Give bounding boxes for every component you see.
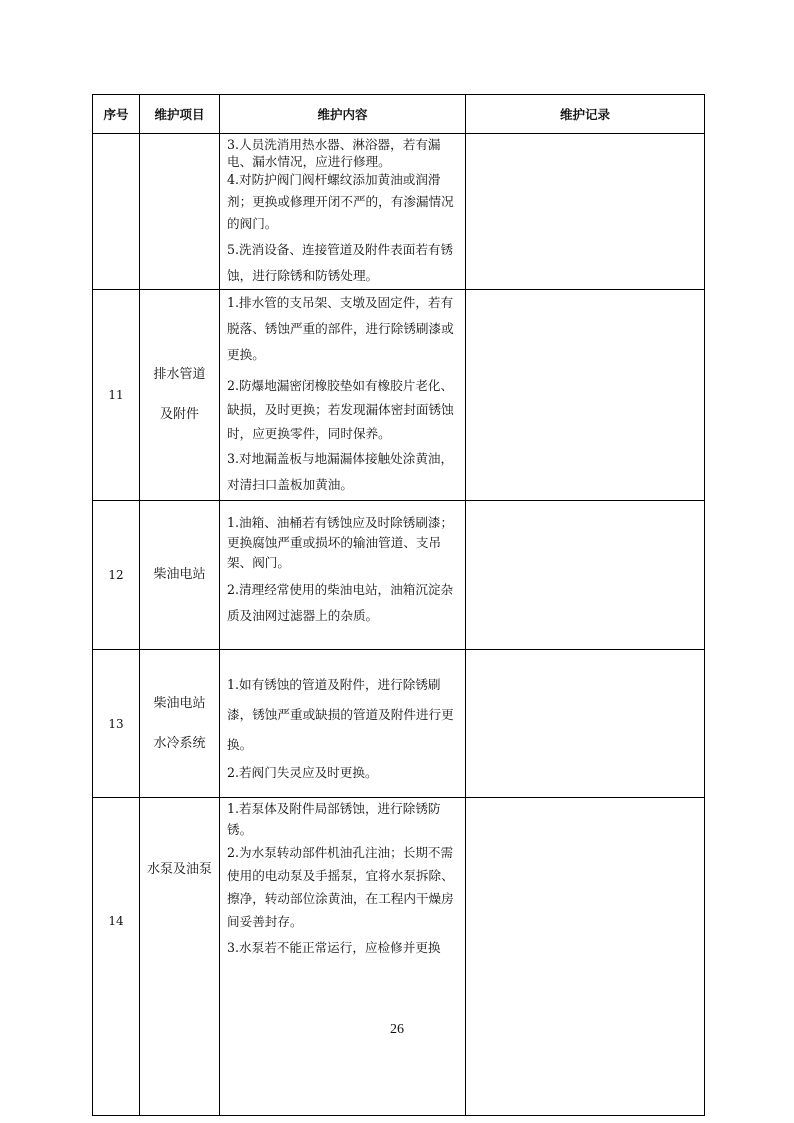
content-segment: 2.若阀门失灵应及时更换。 <box>227 765 378 780</box>
page-number: 26 <box>390 1022 404 1037</box>
item-line: 排水管道 <box>153 367 206 382</box>
cell-content <box>220 134 466 290</box>
content-segment: 4.对防护阀门阀杆螺纹添加黄油或润滑剂；更换或修理开闭不严的，有渗漏情况的阀门。 <box>227 172 454 231</box>
cell-item <box>140 134 220 290</box>
cell-record <box>466 650 705 798</box>
header-content: 维护内容 <box>220 95 466 134</box>
item-line: 柴油电站 <box>153 567 206 582</box>
table-row <box>93 650 705 798</box>
cell-item <box>140 501 220 650</box>
content-segment: 1.油箱、油桶若有锈蚀应及时除锈刷漆；更换腐蚀严重或损坏的输油管道、支吊架、阀门。 <box>227 515 454 570</box>
table-row <box>93 134 705 290</box>
cell-record <box>466 290 705 501</box>
content-segment: 2.清理经常使用的柴油电站，油箱沉淀杂质及油网过滤器上的杂质。 <box>227 582 454 623</box>
header-item: 维护项目 <box>140 95 220 134</box>
cell-content <box>220 501 466 650</box>
table-row <box>93 798 705 1116</box>
content-segment: 1.排水管的支吊架、支墩及固定件，若有脱落、锈蚀严重的部件，进行除锈刷漆或更换。 <box>227 295 454 362</box>
content-segment: 1.若泵体及附件局部锈蚀，进行除锈防锈。 <box>227 801 441 837</box>
cell-no <box>93 134 140 290</box>
maintenance-table <box>92 94 705 1116</box>
header-row <box>93 95 705 134</box>
cell-item <box>140 290 220 501</box>
content-segment: 2.为水泵转动部件机油孔注油；长期不需使用的电动泵及手摇泵，宜将水泵拆除、擦净，转动部位涂黄油，在工程内干燥房间妥善封存。 <box>227 845 454 929</box>
header-no: 序号 <box>93 95 140 134</box>
cell-item <box>140 798 220 1116</box>
table-row <box>93 290 705 501</box>
item-line: 及附件 <box>159 407 199 422</box>
cell-no: 13 <box>93 650 140 798</box>
cell-item <box>140 650 220 798</box>
content-segment: 3.对地漏盖板与地漏漏体接触处涂黄油，对清扫口盖板加黄油。 <box>227 451 454 492</box>
cell-record <box>466 501 705 650</box>
cell-content <box>220 290 466 501</box>
cell-content <box>220 798 466 1116</box>
header-record: 维护记录 <box>466 95 705 134</box>
content-segment: 3.人员洗消用热水器、淋浴器，若有漏电、漏水情况，应进行修理。 <box>227 137 441 169</box>
item-line: 柴油电站 <box>153 695 206 711</box>
cell-record <box>466 798 705 1116</box>
content-segment: 1.如有锈蚀的管道及附件，进行除锈刷漆，锈蚀严重或缺损的管道及附件进行更换。 <box>227 677 454 752</box>
item-line: 水泵及油泵 <box>146 862 212 877</box>
cell-no: 12 <box>93 501 140 650</box>
content-segment: 3.水泵若不能正常运行，应检修并更换 <box>227 940 441 955</box>
content-segment: 2.防爆地漏密闭橡胶垫如有橡胶片老化、缺损，及时更换；若发现漏体密封面锈蚀时，应更换零件，同时保养。 <box>227 378 454 441</box>
table-row <box>93 501 705 650</box>
cell-no: 14 <box>93 798 140 1116</box>
cell-no: 11 <box>93 290 140 501</box>
cell-record <box>466 134 705 290</box>
item-line: 水冷系统 <box>153 735 206 751</box>
cell-content <box>220 650 466 798</box>
content-segment: 5.洗消设备、连接管道及附件表面若有锈蚀，进行除锈和防锈处理。 <box>227 242 454 283</box>
